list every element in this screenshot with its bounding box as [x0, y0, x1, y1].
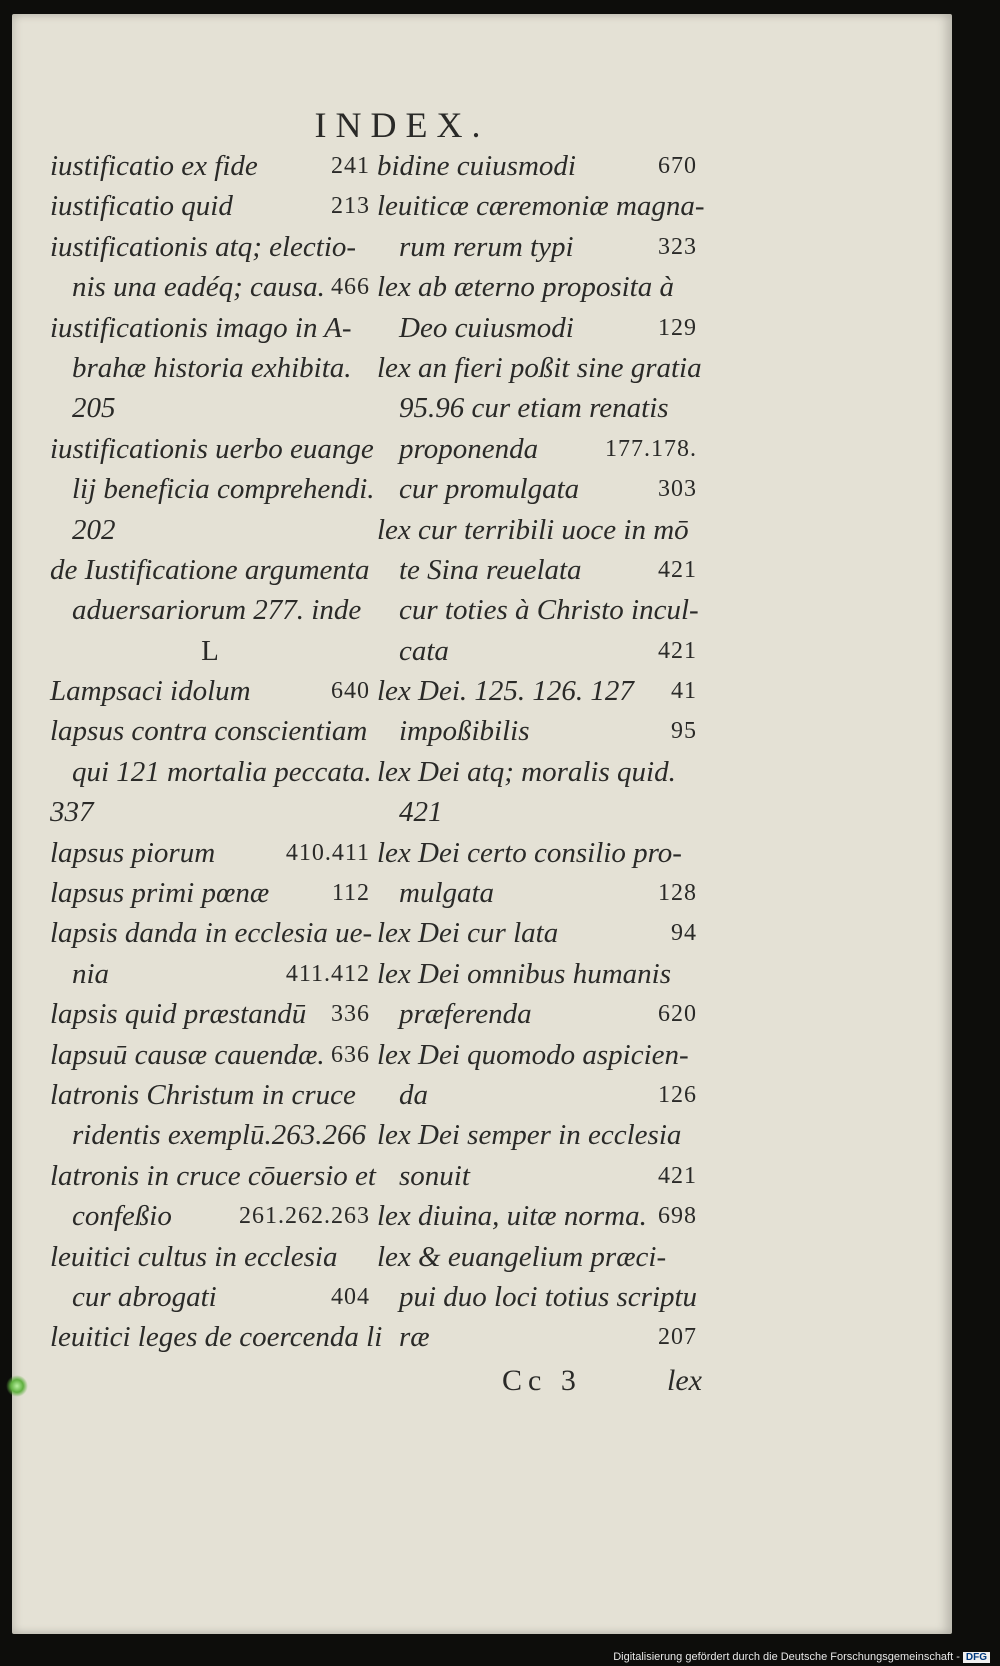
- index-entry: [377, 348, 702, 388]
- index-entry: [377, 711, 697, 751]
- index-entry: [50, 994, 370, 1034]
- index-entry-text: 202: [72, 513, 116, 546]
- page-reference: 303: [658, 476, 697, 503]
- index-entry: [50, 590, 370, 630]
- index-entry-text: te Sina reuelata: [399, 553, 582, 586]
- index-entry-text: nia: [72, 957, 110, 990]
- index-entry-text: latronis Christum in cruce: [50, 1078, 356, 1111]
- index-entry-text: lex ab æterno proposita à: [377, 271, 674, 304]
- page-reference: 411.412: [285, 960, 370, 987]
- index-entry: [50, 873, 370, 913]
- index-entry: [50, 1075, 370, 1115]
- index-entry-text: Deo cuiusmodi: [399, 311, 574, 344]
- index-entry: [50, 792, 370, 832]
- page-reference: 410.411: [285, 839, 370, 866]
- index-entry-text: iustificatio ex fide: [50, 150, 258, 182]
- page-reference: 323: [658, 233, 697, 260]
- index-entry-text: ræ: [399, 1321, 430, 1354]
- index-entry: [50, 267, 370, 307]
- index-entry-text: præferenda: [399, 998, 532, 1031]
- index-entry-text: proponenda: [399, 432, 539, 465]
- index-entry: [377, 510, 697, 550]
- index-entry-text: ridentis exemplū.263.266: [72, 1119, 366, 1152]
- index-entry-text: 421: [399, 796, 443, 829]
- index-entry: [377, 833, 697, 873]
- page-reference: 128: [658, 880, 697, 907]
- index-entry-text: lapsus piorum: [50, 836, 216, 869]
- index-entry-text: 205: [72, 392, 116, 425]
- index-entry-text: lex & euangelium præci-: [377, 1240, 667, 1273]
- index-entry: [50, 1035, 370, 1075]
- index-entry-text: lex an fieri poßit sine gratia: [377, 351, 702, 384]
- index-column-left: [50, 146, 383, 1358]
- index-entry: [377, 873, 697, 913]
- index-entry: [50, 186, 370, 226]
- page-reference: 41: [671, 678, 697, 705]
- index-entry: [377, 388, 697, 428]
- index-entry-text: leuiticæ cæremoniæ magna-: [377, 190, 705, 223]
- page-reference: 126: [658, 1081, 697, 1108]
- index-entry: [50, 510, 370, 550]
- index-entry: [50, 913, 373, 953]
- index-entry: [377, 146, 697, 186]
- index-entry-text: cur promulgata: [399, 473, 580, 506]
- page-reference: 670: [658, 153, 697, 179]
- index-entry-text: cata: [399, 634, 449, 667]
- index-entry-text: iustificatio quid: [50, 190, 233, 223]
- page-reference: 466: [331, 274, 370, 301]
- page-reference: 698: [658, 1203, 697, 1230]
- page-reference: 213: [331, 193, 370, 220]
- index-entry-text: 337: [50, 796, 94, 829]
- index-entry: [50, 1237, 370, 1277]
- index-entry: [50, 1277, 370, 1317]
- index-entry-text: mulgata: [399, 877, 495, 910]
- index-entry: [50, 388, 370, 428]
- index-entry: [50, 308, 370, 348]
- page-reference: 404: [331, 1283, 370, 1310]
- index-entry-text: lapsuū causæ cauendæ.: [50, 1038, 325, 1071]
- index-entry-text: lij beneficia comprehendi.: [72, 473, 375, 506]
- index-entry-text: cur abrogati: [72, 1280, 217, 1313]
- index-entry: [377, 308, 697, 348]
- index-entry-text: impoßibilis: [399, 715, 530, 748]
- page-reference: 336: [331, 1001, 370, 1028]
- index-entry-text: lex Dei certo consilio pro-: [377, 836, 682, 869]
- index-entry: [50, 469, 375, 509]
- index-entry-text: Lampsaci idolum: [50, 675, 251, 708]
- index-entry-text: lex Dei quomodo aspicien-: [377, 1038, 689, 1071]
- index-entry: [50, 429, 374, 469]
- index-entry: [377, 429, 697, 469]
- index-entry-text: confeßio: [72, 1200, 172, 1233]
- index-entry: [50, 1317, 383, 1357]
- index-entry: [377, 954, 697, 994]
- index-entry: [377, 671, 697, 711]
- index-entry: [377, 1115, 697, 1155]
- page-reference: 129: [658, 314, 697, 341]
- page-title: INDEX.: [314, 105, 490, 145]
- page-reference: 640: [331, 678, 370, 705]
- index-column-right: [377, 146, 705, 1358]
- index-entry: [377, 994, 697, 1034]
- index-entry: [377, 1277, 697, 1317]
- dfg-logo: DFG: [963, 1652, 990, 1663]
- index-entry: [50, 711, 370, 751]
- index-entry-text: sonuit: [399, 1159, 470, 1192]
- index-entry-text: de Iustificatione argumenta: [50, 553, 370, 586]
- index-entry: [377, 1317, 697, 1357]
- index-entry: [377, 267, 697, 307]
- index-entry-text: iustificationis atq; electio-: [50, 230, 357, 263]
- index-entry: [50, 833, 370, 873]
- index-entry-text: iustificationis imago in A-: [50, 311, 352, 344]
- index-entry-text: iustificationis uerbo euange: [50, 432, 374, 465]
- index-entry-text: lex Dei. 125. 126. 127: [377, 675, 634, 708]
- index-entry-text: lapsus contra conscientiam: [50, 715, 368, 748]
- index-entry: [50, 631, 370, 671]
- index-entry-text: lex diuina, uitæ norma.: [377, 1200, 647, 1233]
- index-entry: [50, 1156, 376, 1196]
- page-reference: 112: [331, 880, 370, 907]
- index-entry-text: aduersariorum 277. inde: [72, 594, 362, 627]
- index-entry-text: lex cur terribili uoce in mō: [377, 513, 689, 546]
- index-entry-text: lex Dei cur lata: [377, 917, 559, 950]
- index-entry: [50, 550, 370, 590]
- index-entry-text: lapsis quid præstandū: [50, 998, 307, 1031]
- signature-mark: Cc 3: [502, 1364, 582, 1397]
- page-reference: 636: [331, 1041, 370, 1068]
- index-entry: [50, 348, 370, 388]
- index-entry: [377, 1237, 697, 1277]
- index-entry: [377, 792, 697, 832]
- page-reference: 261.262.263: [239, 1203, 370, 1230]
- index-entry-text: leuitici leges de coercenda li: [50, 1321, 383, 1354]
- index-entry-text: lex Dei omnibus humanis: [377, 957, 671, 990]
- page-reference: 241: [331, 153, 370, 179]
- digitization-credit: [613, 1651, 990, 1663]
- index-entry: [377, 913, 697, 953]
- index-entry-text: nis una eadéq; causa.: [72, 271, 325, 304]
- index-entry: [377, 1075, 697, 1115]
- index-entry-text: brahæ historia exhibita.: [72, 351, 352, 384]
- index-entry-text: L: [201, 634, 219, 667]
- page-reference: 421: [658, 1162, 697, 1189]
- page-reference: 620: [658, 1001, 697, 1028]
- page-reference: 207: [658, 1324, 697, 1351]
- index-entry-text: pui duo loci totius scriptu: [399, 1280, 698, 1313]
- index-entry-text: da: [399, 1078, 428, 1111]
- index-entry-text: 95.96 cur etiam renatis: [399, 392, 669, 425]
- index-entry: [50, 1196, 370, 1236]
- index-entry-text: bidine cuiusmodi: [377, 150, 576, 182]
- book-page: [12, 14, 952, 1634]
- index-entry-text: qui 121 mortalia peccata.: [72, 755, 372, 788]
- index-entry-text: latronis in cruce cōuersio et: [50, 1159, 376, 1192]
- index-entry: [50, 752, 370, 792]
- page-reference: 177.178.: [605, 435, 697, 462]
- index-entry-text: lex Dei atq; moralis quid.: [377, 755, 676, 788]
- page-reference: 95: [671, 718, 697, 745]
- credit-text: Digitalisierung gefördert durch die Deutsche Forschungsgemeinschaft -: [613, 1651, 960, 1663]
- page-reference: 421: [658, 556, 697, 583]
- index-entry: [377, 550, 697, 590]
- index-entry: [50, 954, 370, 994]
- index-entry: [377, 227, 697, 267]
- index-entry: [377, 631, 697, 671]
- catchword: lex: [667, 1364, 702, 1397]
- index-entry: [377, 1156, 697, 1196]
- index-entry-text: lapsus primi pœnæ: [50, 877, 270, 910]
- index-entry: [377, 1196, 697, 1236]
- page-reference: 94: [671, 920, 697, 947]
- index-entry-text: lapsis danda in ecclesia ue-: [50, 917, 373, 950]
- index-entry: [377, 186, 705, 226]
- index-entry: [377, 752, 697, 792]
- scanner-light-artifact: [6, 1375, 28, 1397]
- index-entry: [50, 227, 370, 267]
- index-entry: [50, 146, 370, 186]
- index-entry-text: lex Dei semper in ecclesia: [377, 1119, 682, 1152]
- index-entry: [50, 1115, 370, 1155]
- index-entry-text: leuitici cultus in ecclesia: [50, 1240, 338, 1273]
- index-entry: [377, 469, 697, 509]
- index-entry-text: cur toties à Christo incul-: [399, 594, 699, 627]
- index-entry: [50, 671, 370, 711]
- index-entry: [377, 1035, 697, 1075]
- index-entry-text: rum rerum typi: [399, 230, 574, 263]
- page-reference: 421: [658, 637, 697, 664]
- index-entry: [377, 590, 697, 630]
